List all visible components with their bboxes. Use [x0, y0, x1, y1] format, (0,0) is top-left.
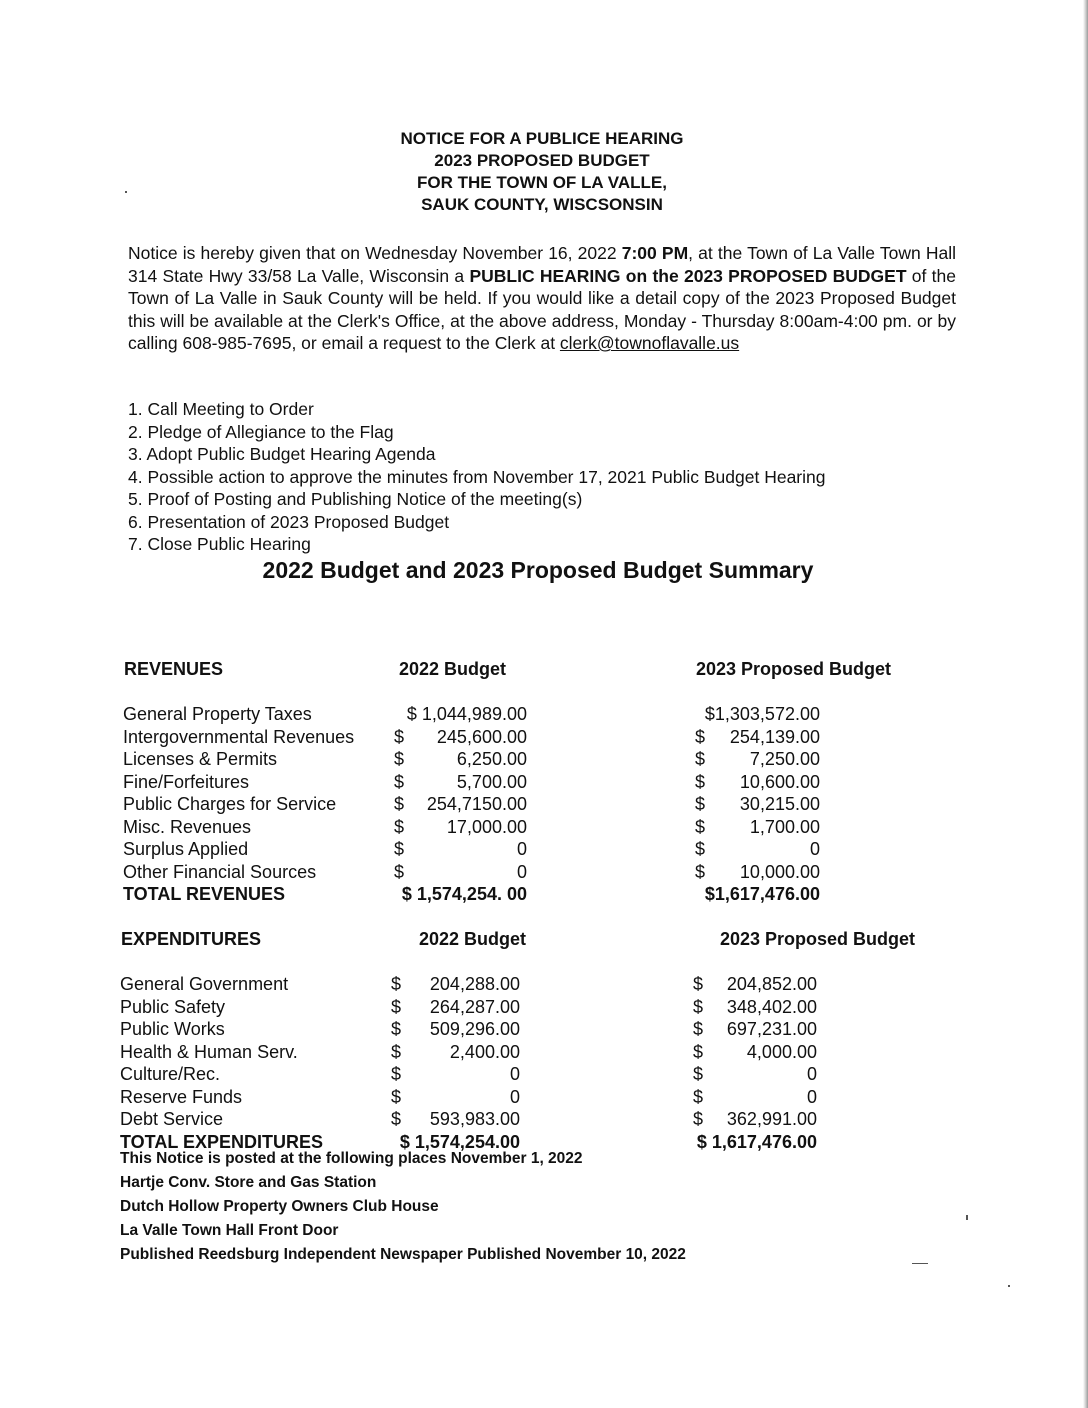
budget-row [123, 749, 843, 772]
currency-2023: $ [693, 1086, 704, 1107]
agenda-item: 1. Call Meeting to Order [128, 399, 314, 419]
amount-2023: 0 [809, 839, 820, 859]
agenda-item: 5. Proof of Posting and Publishing Notice of the meeting(s) [128, 489, 583, 509]
row-label: Surplus Applied [123, 839, 249, 859]
row-label: Public Charges for Service [123, 794, 337, 814]
hearing-title: PUBLIC HEARING on the 2023 PROPOSED BUDGET [469, 265, 907, 286]
posting-notice [120, 1147, 686, 1267]
budget-row [120, 974, 840, 997]
currency-2023: $ [693, 1019, 704, 1039]
amount-2022: 6,250.00 [456, 749, 527, 769]
agenda-list [128, 398, 825, 556]
currency-2023: $ [695, 726, 706, 747]
budget-row [123, 862, 843, 885]
posting-line: La Valle Town Hall Front Door [120, 1222, 339, 1239]
amount-2023: 697,231.00 [726, 1019, 817, 1039]
agenda-item: 4. Possible action to approve the minutes from November 17, 2021 Public Budget Hearing [128, 466, 826, 487]
total-revenues-row [123, 884, 843, 907]
row-label: Reserve Funds [120, 1086, 243, 1107]
currency-2023: $ [693, 1041, 704, 1062]
amount-2023: 30,215.00 [739, 794, 820, 814]
budget-row [120, 1019, 840, 1042]
currency-2023: $ [695, 749, 706, 769]
currency-2023: $ [695, 794, 706, 814]
row-label: Culture/Rec. [120, 1064, 221, 1084]
amount-2023: 254,139.00 [729, 726, 820, 747]
agenda-item: 3. Adopt Public Budget Hearing Agenda [128, 444, 436, 464]
row-label: TOTAL REVENUES [123, 884, 286, 904]
budget-row [120, 1087, 840, 1110]
amount-2022: $ 1,044,989.00 [406, 704, 527, 724]
amount-2023: 362,991.00 [726, 1109, 817, 1129]
amount-2023: 204,852.00 [726, 974, 817, 994]
currency-2022: $ [394, 771, 405, 792]
header-line: 2023 PROPOSED BUDGET [434, 151, 650, 170]
revenues-heading: REVENUES [124, 659, 224, 679]
agenda-item: 6. Presentation of 2023 Proposed Budget [128, 511, 450, 532]
notice-paragraph [128, 242, 956, 355]
currency-2023: $ [693, 996, 704, 1017]
header-line: FOR THE TOWN OF LA VALLE, [417, 173, 667, 192]
currency-2022: $ [391, 1064, 402, 1084]
amount-2022: 509,296.00 [429, 1019, 520, 1039]
amount-2023: 7,250.00 [749, 749, 820, 769]
budget-row [123, 704, 843, 727]
row-label: Misc. Revenues [123, 816, 252, 837]
posting-line: Published Reedsburg Independent Newspaper Published November 10, 2022 [120, 1246, 686, 1263]
budget-row [123, 727, 843, 750]
currency-2022: $ [394, 861, 405, 882]
amount-2023: 10,600.00 [739, 771, 820, 792]
revenues-col-2023: 2023 Proposed Budget [696, 659, 892, 679]
amount-2022: 204,288.00 [429, 974, 520, 994]
amount-2022: 0 [516, 839, 527, 859]
budget-row [123, 772, 843, 795]
notice-text: of the Town of La Valle in Sauk County will be held. If you would like a detail copy of the 2023 Proposed Budget this will be available at the Clerk's Office, at the above address, Monday - Thursday 8:00am-4:00 pm. or by calling 608-985-7695, or email a request to the Clerk at [128, 265, 956, 353]
currency-2022: $ [394, 726, 405, 747]
currency-2023: $ [695, 771, 706, 792]
row-label: Fine/Forfeitures [123, 771, 250, 792]
header-line: NOTICE FOR A PUBLICE HEARING [400, 129, 684, 148]
currency-2022: $ [391, 996, 402, 1017]
currency-2023: $ [693, 1109, 704, 1129]
currency-2023: $ [695, 861, 706, 882]
currency-2022: $ [391, 974, 402, 994]
currency-2022: $ [394, 749, 405, 769]
currency-2022: $ [391, 1041, 402, 1062]
row-label: General Property Taxes [123, 704, 312, 724]
amount-2022: 0 [509, 1064, 520, 1084]
posting-line: Hartje Conv. Store and Gas Station [120, 1174, 377, 1191]
scan-speck [125, 191, 127, 193]
row-label: TOTAL EXPENDITURES [120, 1131, 324, 1152]
row-label: Other Financial Sources [123, 861, 317, 882]
scan-speck [912, 1263, 928, 1264]
budget-row [123, 817, 843, 840]
posting-line: This Notice is posted at the following places November 1, 2022 [120, 1150, 583, 1167]
amount-2023: 10,000.00 [739, 861, 820, 882]
row-label: Health & Human Serv. [120, 1041, 298, 1062]
posting-line: Dutch Hollow Property Owners Club House [120, 1198, 439, 1215]
amount-2022: 593,983.00 [429, 1109, 520, 1129]
hearing-time: 7:00 PM [621, 243, 689, 263]
amount-2022: 0 [516, 861, 527, 882]
amount-2023: $1,303,572.00 [704, 704, 820, 724]
currency-2022: $ [391, 1109, 402, 1129]
amount-2022: 264,287.00 [429, 996, 520, 1017]
amount-2023: 0 [806, 1064, 817, 1084]
budget-row [120, 1064, 840, 1087]
amount-2023: $1,617,476.00 [704, 884, 820, 904]
budget-row [120, 997, 840, 1020]
header-line: SAUK COUNTY, WISCSONSIN [421, 195, 663, 214]
amount-2022: 245,600.00 [436, 726, 527, 747]
budget-row [123, 839, 843, 862]
amount-2022: 17,000.00 [446, 816, 527, 837]
row-label: Debt Service [120, 1109, 224, 1129]
expenditures-col-2022: 2022 Budget [419, 929, 527, 949]
currency-2022: $ [391, 1019, 402, 1039]
notice-text: Notice is hereby given that on Wednesday November 16, 2022 [128, 243, 622, 263]
row-label: General Government [120, 974, 289, 994]
amount-2023: 348,402.00 [726, 996, 817, 1017]
amount-2022: 0 [509, 1086, 520, 1107]
scan-speck [966, 1215, 968, 1220]
amount-2023: 0 [806, 1086, 817, 1107]
notice-header [0, 128, 1084, 216]
amount-2023: $ 1,617,476.00 [696, 1131, 817, 1152]
amount-2023: 1,700.00 [749, 816, 820, 837]
expenditures-col-2023: 2023 Proposed Budget [720, 929, 916, 949]
amount-2023: 4,000.00 [746, 1041, 817, 1062]
amount-2022: 2,400.00 [449, 1041, 520, 1062]
row-label: Intergovernmental Revenues [123, 726, 355, 747]
budget-row [120, 1109, 840, 1132]
row-label: Public Safety [120, 996, 226, 1017]
notice-text: , at the Town of La Valle Town Hall 314 State Hwy 33/58 La Valle, Wisconsin a [128, 243, 956, 286]
currency-2023: $ [693, 1064, 704, 1084]
revenues-col-2022: 2022 Budget [399, 659, 507, 679]
currency-2022: $ [394, 794, 405, 814]
row-label: Licenses & Permits [123, 749, 278, 769]
agenda-item: 2. Pledge of Allegiance to the Flag [128, 421, 394, 442]
budget-row [123, 794, 843, 817]
currency-2022: $ [394, 816, 405, 837]
expenditures-heading: EXPENDITURES [121, 929, 262, 949]
amount-2022: $ 1,574,254. 00 [401, 884, 527, 904]
amount-2022: $ 1,574,254.00 [399, 1131, 520, 1152]
scan-speck [1008, 1285, 1010, 1287]
agenda-item: 7. Close Public Hearing [128, 534, 311, 554]
currency-2022: $ [391, 1086, 402, 1107]
currency-2023: $ [695, 816, 706, 837]
clerk-email-link[interactable]: clerk@townoflavalle.us [559, 333, 740, 353]
amount-2022: 5,700.00 [456, 771, 527, 792]
amount-2022: 254,7150.00 [426, 794, 527, 814]
currency-2022: $ [394, 839, 405, 859]
budget-row [120, 1042, 840, 1065]
summary-title: 2022 Budget and 2023 Proposed Budget Summary [262, 557, 814, 583]
row-label: Public Works [120, 1019, 225, 1039]
currency-2023: $ [695, 839, 706, 859]
currency-2023: $ [693, 974, 704, 994]
